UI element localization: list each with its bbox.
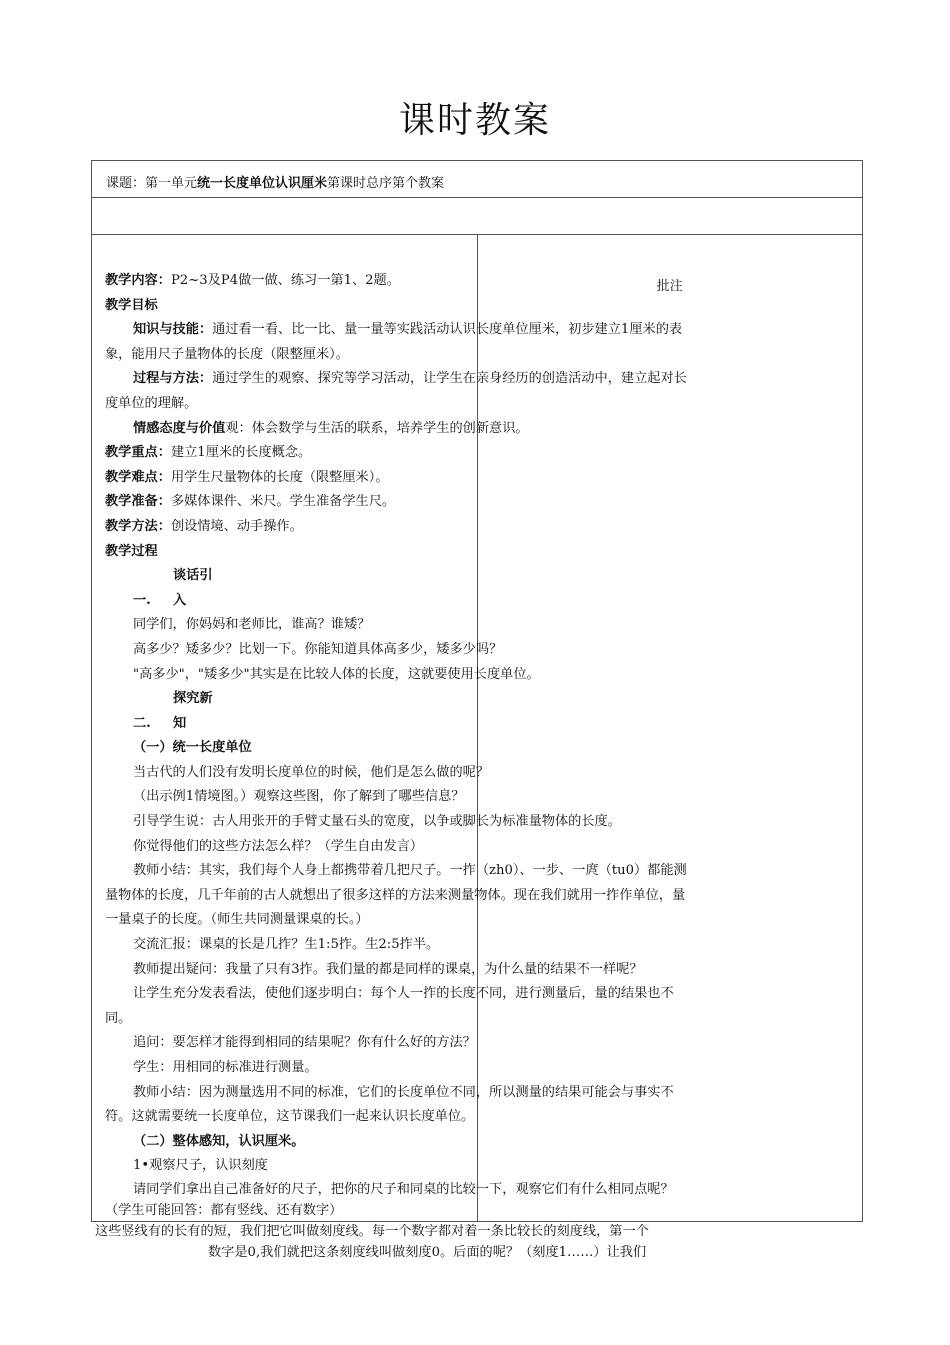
topic-prefix: 课题：第一单元 <box>106 176 198 191</box>
paragraph: 1•观察尺子，认识刻度 <box>133 1158 268 1174</box>
goal-knowledge-label: 知识与技能： <box>133 322 213 338</box>
section-1-number: 一. <box>133 592 151 608</box>
topic-cell <box>92 161 863 198</box>
notes-label: 批注 <box>656 279 683 294</box>
preparation-label: 教学准备： <box>105 494 171 510</box>
paragraph: 这些竖线有的长有的短，我们把它叫做刻度线。每一个数字都对着一条比较长的刻度线，第一个 <box>95 1223 649 1239</box>
difficult-point <box>105 466 689 491</box>
subsection-1-heading: （一）统一长度单位 <box>133 740 252 756</box>
paragraph: 交流汇报：课桌的长是几拃？生1:5拃。生2:5拃半。 <box>133 937 440 953</box>
blank-row <box>92 198 863 235</box>
method <box>105 515 689 540</box>
paragraph: "高多少"，"矮多少"其实是在比较人体的长度，这就要使用长度单位。 <box>133 666 540 682</box>
subsection-2-heading: （二）整体感知，认识厘米。 <box>133 1133 305 1149</box>
key-point-label: 教学重点： <box>105 445 171 461</box>
paragraph: 高多少？矮多少？比划一下。你能知道具体高多少，矮多少吗？ <box>133 641 503 657</box>
method-text: 创设情境、动手操作。 <box>170 518 303 534</box>
goal-attitude-text: 观：体会数学与生活的联系，培养学生的创新意识。 <box>225 420 529 436</box>
lesson-plan-table <box>91 160 863 1260</box>
paragraph: 请同学们拿出自己准备好的尺子，把你的尺子和同桌的比较一下，观察它们有什么相同点呢？（学生可能回答：都有竖线、还有数字） <box>105 1181 674 1218</box>
teaching-goals-heading: 教学目标 <box>105 297 158 313</box>
preparation <box>105 490 689 515</box>
paragraph: 同学们，你妈妈和老师比，谁高？谁矮？ <box>133 617 371 633</box>
paragraph: 教师小结：因为测量选用不同的标准，它们的长度单位不同，所以测量的结果可能会与事实不符。这就需要统一长度单位，这节课我们一起来认识长度单位。 <box>105 1084 674 1125</box>
key-point <box>105 441 689 466</box>
paragraph: 数字是0,我们就把这条刻度线叫做刻度0。后面的呢？（刻度1……）让我们 <box>208 1244 647 1260</box>
goal-knowledge <box>105 318 689 367</box>
lesson-topic <box>92 161 862 191</box>
section-2-title: 探究新知 <box>173 691 213 731</box>
topic-suffix: 第课时总序第个教案 <box>327 176 445 191</box>
paragraph: 你觉得他们的这些方法怎么样？（学生自由发言） <box>133 838 424 854</box>
lesson-content <box>95 269 689 1263</box>
page-title: 课时教案 <box>398 100 551 141</box>
goal-process <box>105 367 689 416</box>
goal-process-label: 过程与方法： <box>133 371 213 387</box>
preparation-text: 多媒体课件、米尺。学生准备学生尺。 <box>170 494 396 510</box>
paragraph: 追问：要怎样才能得到相同的结果呢？你有什么好的方法？ <box>133 1035 476 1051</box>
goal-attitude-label: 情感态度与价值 <box>133 420 226 436</box>
paragraph: 当古代的人们没有发明长度单位的时候，他们是怎么做的呢？ <box>133 764 490 780</box>
paragraph: （出示例1情境图。）观察这些图，你了解到了哪些信息？ <box>133 789 465 805</box>
difficult-point-label: 教学难点： <box>105 469 171 485</box>
section-1-heading <box>105 564 689 613</box>
teaching-content <box>105 269 689 294</box>
topic-title: 统一长度单位认识厘米 <box>197 176 328 191</box>
method-label: 教学方法： <box>105 518 171 534</box>
difficult-point-text: 用学生尺量物体的长度（限整厘米）。 <box>170 469 389 485</box>
paragraph: 教师小结：其实，我们每个人身上都携带着几把尺子。一拃（zh0）、一步、一庹（tu0）都能测量物体的长度，几千年前的古人就想出了很多这样的方法来测量物体。现在我们就用一拃作单位，量一量桌子的长度。（师生共同测量课桌的长。） <box>105 863 687 928</box>
teaching-content-text: P2~3及P4做一做、练习一第1、2题。 <box>170 273 400 288</box>
teaching-content-label: 教学内容： <box>105 273 171 288</box>
goal-attitude <box>105 417 689 442</box>
goal-knowledge-text: 通过看一看、比一比、量一量等实践活动认识长度单位厘米，初步建立1厘米的表象，能用尺子量物体的长度（限整厘米）。 <box>105 322 683 362</box>
paragraph: 让学生充分发表看法，使他们逐步明白：每个人一拃的长度不同，进行测量后，量的结果也不同。 <box>105 986 674 1026</box>
paragraph: 教师提出疑问：我量了只有3拃。我们量的都是同样的课桌，为什么量的结果不一样呢？ <box>133 961 643 977</box>
goal-process-text: 通过学生的观察、探究等学习活动，让学生在亲身经历的创造活动中，建立起对长度单位的理解。 <box>105 371 687 411</box>
blank-cell <box>92 198 863 235</box>
key-point-text: 建立1厘米的长度概念。 <box>170 445 312 461</box>
topic-row <box>92 161 863 198</box>
section-2-heading <box>105 687 689 736</box>
paragraph: 学生：用相同的标准进行测量。 <box>133 1060 318 1075</box>
process-heading: 教学过程 <box>105 543 158 559</box>
section-1-title: 谈话引入 <box>173 568 213 608</box>
paragraph: 引导学生说：古人用张开的手臂丈量石头的宽度，以争或脚长为标准量物体的长度。 <box>133 814 621 830</box>
section-2-number: 二. <box>133 715 151 731</box>
main-row <box>92 235 863 1222</box>
